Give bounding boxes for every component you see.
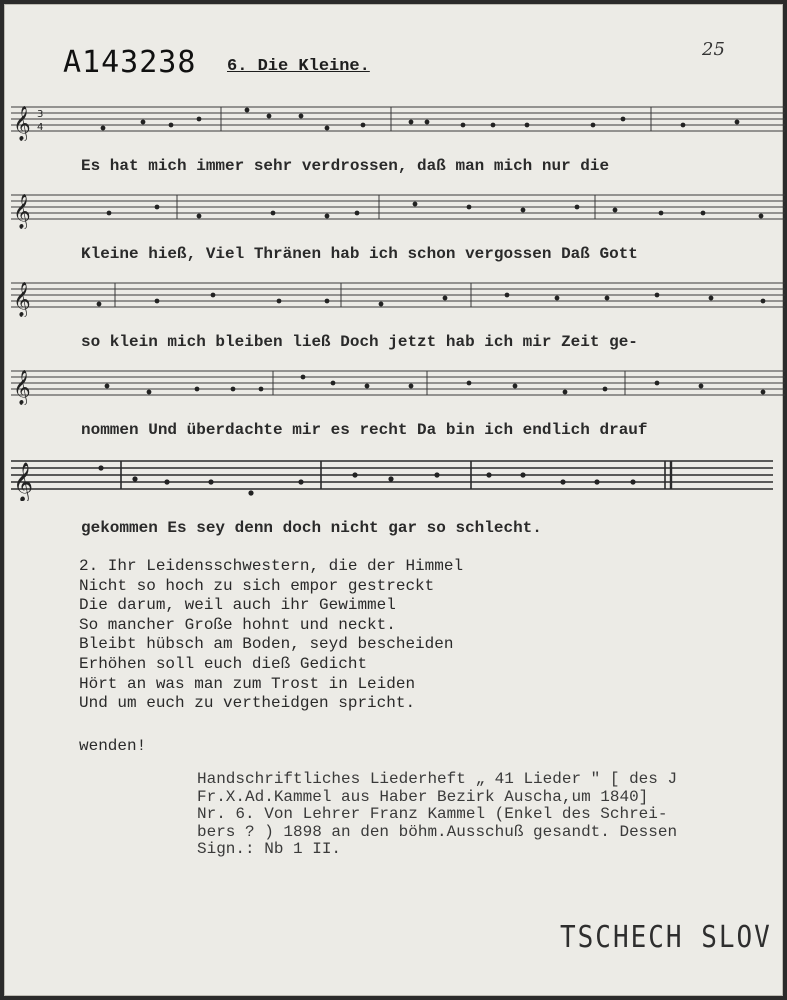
lyric-line-2: Kleine hieß, Viel Thränen hab ich schon vergossen Daß Gott [81, 245, 638, 263]
source-line: bers ? ) 1898 an den böhm.Ausschuß gesandt. Dessen [197, 822, 678, 841]
lyric-line-5: gekommen Es sey denn doch nicht gar so schlecht. [81, 519, 542, 537]
treble-clef-icon: 𝄞 [13, 194, 31, 229]
music-staff-3 [11, 277, 787, 317]
music-staff-2 [11, 189, 787, 229]
verse-line: Und um euch zu vertheidgen spricht. [79, 694, 416, 713]
verse-line: Hört an was man zum Trost in Leiden [79, 674, 416, 693]
verse-line: Die darum, weil auch ihr Gewimmel [79, 596, 396, 615]
closing-note: wenden! [79, 737, 147, 755]
verse-line: 2. Ihr Leidensschwestern, die der Himmel [79, 557, 464, 575]
source-line: Sign.: Nb 1 II. [197, 840, 342, 858]
treble-clef-icon: 𝄞 [13, 462, 34, 501]
verse-line: Erhöhen soll euch dieß Gedicht [79, 654, 368, 673]
page-number: 25 [702, 39, 725, 60]
verse-line: Bleibt hübsch am Boden, seyd bescheiden [79, 635, 454, 654]
verse-line: Nicht so hoch zu sich empor gestreckt [79, 576, 435, 595]
treble-clef-icon: 𝄞 [13, 282, 31, 317]
lyric-line-3: so klein mich bleiben ließ Doch jetzt hab ich mir Zeit ge- [81, 333, 638, 351]
verse-line: So mancher Große hohnt und neckt. [79, 615, 396, 634]
treble-clef-icon: 𝄞 [13, 370, 31, 405]
source-line: Handschriftliches Liederheft „ 41 Lieder " [ des J [197, 770, 678, 788]
music-staff-4 [11, 365, 787, 405]
treble-clef-icon: 𝄞 [13, 106, 31, 141]
music-staff-5 [11, 455, 787, 501]
lyric-line-1: Es hat mich immer sehr verdrossen, daß man mich nur die [81, 157, 610, 175]
source-line: Fr.X.Ad.Kammel aus Haber Bezirk Auscha,um 1840] [197, 787, 649, 806]
verse-2 [79, 557, 463, 714]
source-note [197, 771, 677, 859]
time-signature-bottom: 4 [37, 122, 44, 133]
archive-stamp: TSCHECH SLOV [560, 920, 772, 956]
time-signature-top: 3 [37, 109, 44, 120]
document-page [4, 4, 783, 996]
lyric-line-4: nommen Und überdachte mir es recht Da bin ich endlich drauf [81, 421, 648, 439]
archive-id: A143238 [63, 45, 197, 80]
song-title: 6. Die Kleine. [227, 57, 370, 76]
source-line: Nr. 6. Von Lehrer Franz Kammel (Enkel des Schrei- [197, 805, 668, 823]
music-staff-1 [11, 101, 787, 141]
